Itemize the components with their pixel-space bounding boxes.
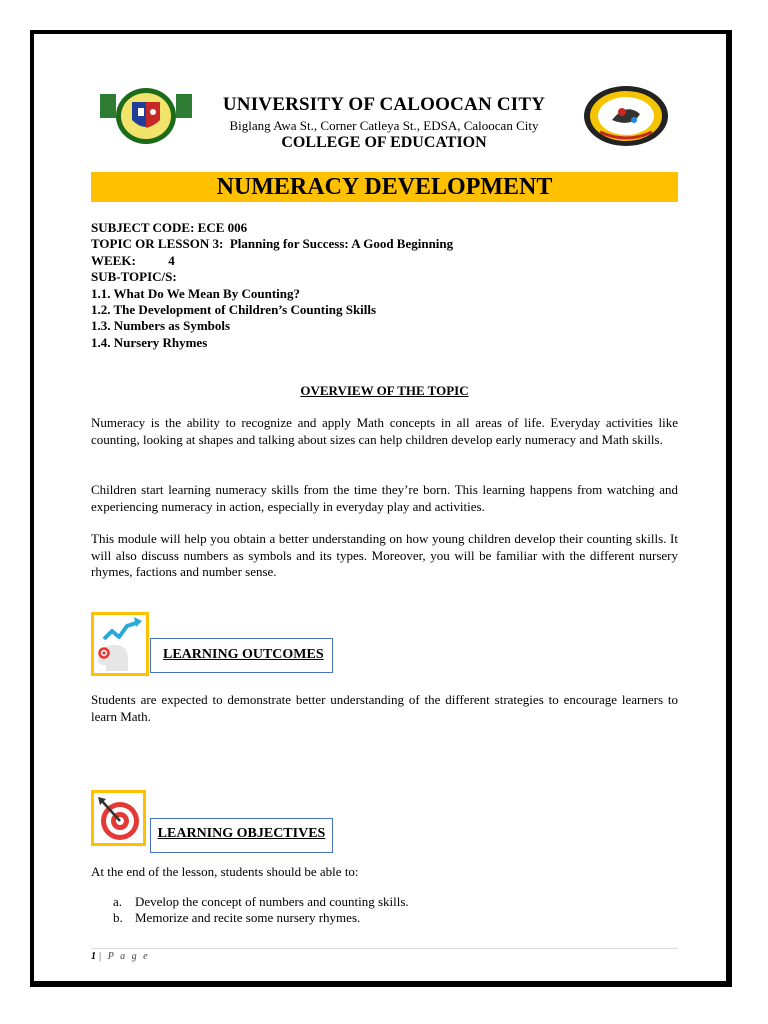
college-name: COLLEGE OF EDUCATION — [281, 134, 487, 151]
list-item — [113, 894, 409, 910]
outcomes-paragraph: Students are expected to demonstrate better understanding of the different strategies to encourage learners to learn Math. — [91, 692, 678, 724]
learning-objectives-label: LEARNING OBJECTIVES — [157, 826, 326, 841]
subtopic-item: 1.2. The Development of Children’s Counting Skills — [91, 302, 377, 318]
learning-outcomes-label-box — [150, 638, 333, 673]
footer-divider — [91, 948, 678, 949]
list-item-text: Memorize and recite some nursery rhymes. — [135, 910, 361, 925]
university-name: UNIVERSITY OF CALOOCAN CITY — [222, 94, 546, 115]
page-label: | P a g e — [98, 951, 150, 962]
growth-chart-icon — [91, 612, 149, 676]
list-item-text: Develop the concept of numbers and counting skills. — [135, 894, 409, 909]
subject-metadata — [91, 220, 453, 351]
learning-objectives-label-box — [150, 818, 333, 853]
list-marker: a. — [113, 894, 123, 909]
page-number: 1 — [91, 951, 96, 962]
subtopic-item: 1.3. Numbers as Symbols — [91, 318, 231, 334]
list-item — [113, 910, 409, 926]
target-icon — [91, 790, 146, 846]
overview-paragraph: This module will help you obtain a better understanding on how young children develop their counting skills. It will also discuss numbers as symbols and its types. Moreover, you will be familiar with the different nursery rhymes, factions and number sense. — [91, 531, 678, 579]
objectives-list — [113, 894, 409, 926]
list-marker: b. — [113, 910, 123, 925]
subtopics-label: SUB-TOPIC/S: — [91, 269, 177, 285]
objectives-intro: At the end of the lesson, students should be able to: — [91, 864, 359, 879]
subtopic-item: 1.1. What Do We Mean By Counting? — [91, 285, 300, 301]
college-seal-logo — [582, 84, 670, 148]
overview-heading: OVERVIEW OF THE TOPIC — [300, 383, 469, 398]
subtopic-item: 1.4. Nursery Rhymes — [91, 334, 208, 350]
subject-code: SUBJECT CODE: ECE 006 — [91, 220, 248, 235]
overview-paragraph: Numeracy is the ability to recognize and apply Math concepts in all areas of life. Everyday activities like counting, looking at shapes and talking about sizes can help children develop early numeracy and Math skills. — [91, 415, 678, 447]
page-footer — [91, 951, 150, 962]
learning-outcomes-label: LEARNING OUTCOMES — [163, 647, 324, 662]
title-banner: NUMERACY DEVELOPMENT — [91, 172, 678, 202]
overview-paragraph: Children start learning numeracy skills from the time they’re born. This learning happens from watching and experiencing numeracy in action, especially in everyday play and activities. — [91, 482, 678, 514]
university-address: Biglang Awa St., Corner Catleya St., EDSA, Caloocan City — [229, 118, 539, 133]
week-line: WEEK: 4 — [91, 252, 175, 268]
topic-line: TOPIC OR LESSON 3: Planning for Success: A Good Beginning — [91, 236, 454, 252]
